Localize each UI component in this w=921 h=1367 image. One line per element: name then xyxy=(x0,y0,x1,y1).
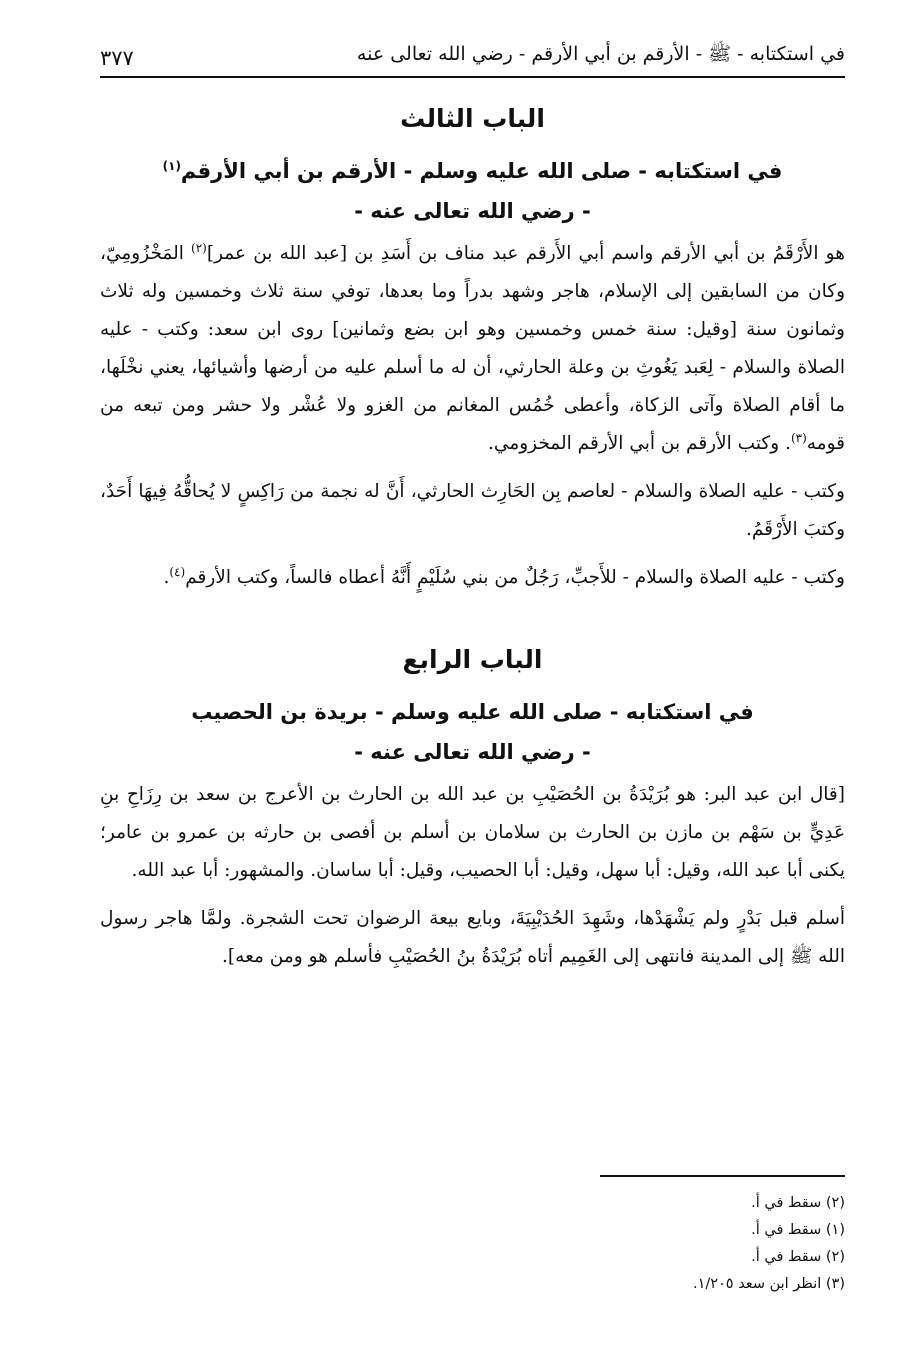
footnote-ref: (٤) xyxy=(169,564,186,579)
footnote-item: (٢) سقط في أ. xyxy=(751,1249,845,1265)
running-title: في استكتابه - ﷺ - الأرقم بن أبي الأرقم - رضي الله تعالى عنه xyxy=(356,43,845,65)
chapter-3-paragraph-2: وكتب - عليه الصلاة والسلام - لعاصم بِن الحَارِث الحارثي، أَنَّ له نجمة من رَاكِسٍ لا يُحاقُّهُ فِيهَا أَحَدٌ، وكتبَ الأَرْقَمُ. xyxy=(100,481,845,540)
running-header xyxy=(100,38,845,78)
footnote-ref: (٢) xyxy=(191,240,207,255)
paragraph-text: هو الأَرْقَمُ بن أبي الأرقم واسم أبي الأَرقم عبد مناف بن أَسَدِ بن [عبد الله بن عمر] xyxy=(206,243,845,264)
chapter-4-title: الباب الرابع xyxy=(402,645,543,674)
footnote-item: (١) سقط في أ. xyxy=(751,1222,845,1238)
chapter-3-paragraph-1 xyxy=(100,235,845,463)
footnote-ref: (١) xyxy=(162,159,181,173)
paragraph-text: . وكتب الأرقم بن أبي الأرقم المخزومي. xyxy=(488,433,791,454)
chapter-3-subtitle xyxy=(100,151,845,191)
paragraph-text: المَخْزُومِيّ، وكان من السابقين إلى الإسلام، هاجر وشهد بدراً وما بعدها، توفي سنة ثلاث وخمسين وله ثلاث وثمانون سنة [وقيل: سنة خمس وخمسين وهو ابن بضع وثمانين] روى ابن سعد: وكتب - عليه الصلاة والسلام - لِعَبد يَغُوثِ بن وعلة الحارثي، أن له ما أسلم عليه من أرضها وأشيائها، يعني نخْلَها، ما أقام الصلاة وآتى الزكاة، وأعطى خُمُس المغانم من الغزو ولا عُشْر ولا حشر ومن تبعه من قومه xyxy=(100,243,845,454)
chapter-4-paragraph-1: [قال ابن عبد البر: هو بُرَيْدَةُ بن الحُصَيْبِ بن عبد الله بن الحارث بن الأعرج بن سعد بن رِزَاحِ بنِ عَدِيٍّ بن سَهْم بن مازن بن الحارث بن سلامان بن أسلم بن أفصى بن حارثه بن عمرو بن عامر؛ يكنى أبا عبد الله، وقيل: أبا سهل، وقيل: أبا الحصيب، وقيل: أبا ساسان. والمشهور: أبا عبد الله. xyxy=(100,784,845,881)
page-body xyxy=(100,92,845,986)
chapter-3-title: الباب الثالث xyxy=(400,104,545,133)
page-number: ٣٧٧ xyxy=(100,46,134,70)
paragraph-text: . xyxy=(163,567,170,588)
paragraph-text: وكتب - عليه الصلاة والسلام - للأَجبِّ، رَجُلٌ من بني سُلَيْمٍ أَنَّهُ أعطاه فالساً، وكتب الأرقم xyxy=(185,567,845,588)
footnote-ref: (٣) xyxy=(790,430,807,445)
chapter-3-subtitle-text: في استكتابه - صلى الله عليه وسلم - الأرقم بن أبي الأرقم xyxy=(180,159,783,183)
chapter-3-paragraph-3 xyxy=(100,559,845,597)
chapter-4-subtitle-2: - رضي الله تعالى عنه - xyxy=(354,740,591,764)
footnote-item: (٣) انظر ابن سعد ١/٢٠٥. xyxy=(692,1276,845,1292)
chapter-3-subtitle-2: - رضي الله تعالى عنه - xyxy=(354,199,591,223)
chapter-4-paragraph-2: أسلم قبل بَدْرٍ ولم يَشْهَدْها، وشَهِدَ الحُدَيْبِيَةَ، وبايع بيعة الرضوان تحت الشجرة. ولمَّا هاجر رسول الله ﷺ إلى المدينة فانتهى إلى الغَمِيم أتاه بُرَيْدَةُ بنُ الحُصَيْبِ فأسلم هو ومن معه]. xyxy=(100,908,845,967)
footnotes xyxy=(100,1190,845,1298)
footnote-divider xyxy=(600,1175,845,1177)
section-gap xyxy=(100,607,845,645)
footnote-item: (٢) سقط في أ. xyxy=(751,1195,845,1211)
chapter-4-subtitle: في استكتابه - صلى الله عليه وسلم - بريدة بن الحصيب xyxy=(191,700,754,724)
